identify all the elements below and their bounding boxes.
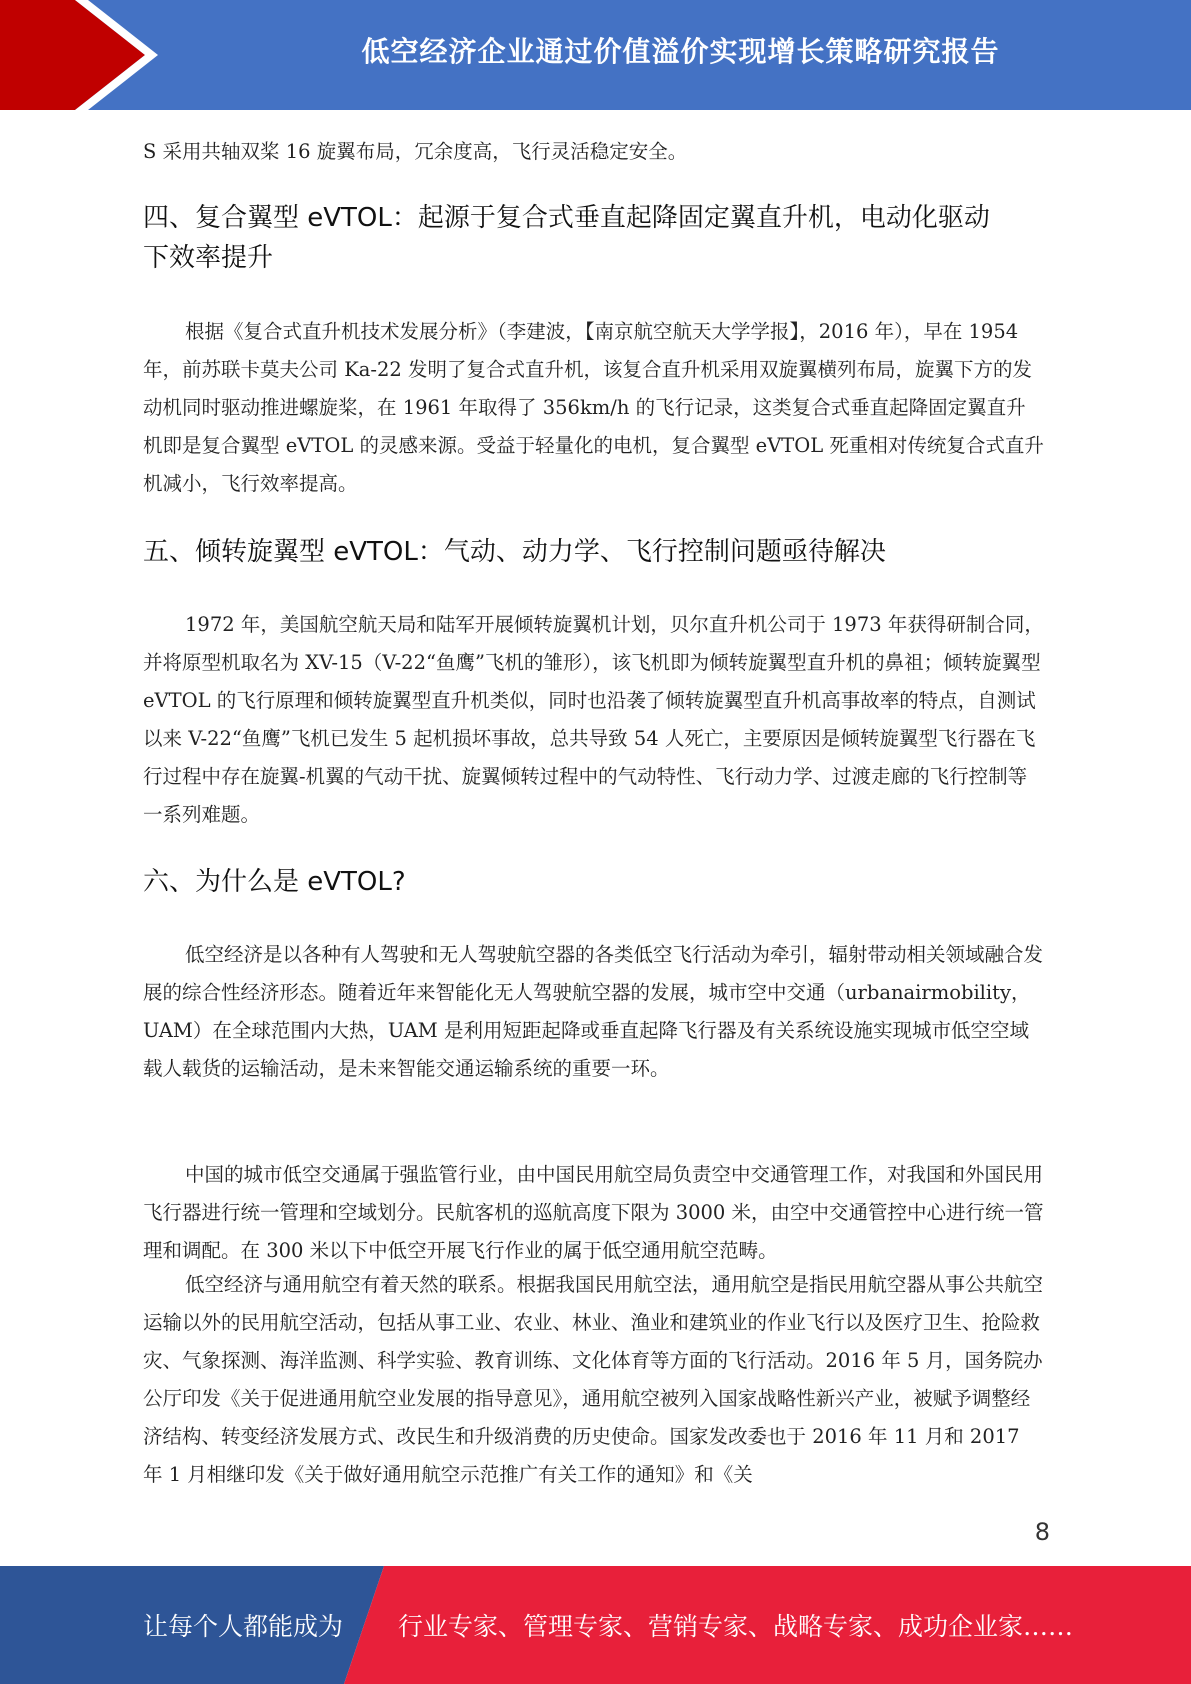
page-number: 8 <box>1034 1518 1050 1546</box>
top-continuation-line: S 采用共轴双桨 16 旋翼布局，冗余度高，飞行灵活稳定安全。 <box>143 140 688 163</box>
header-title: 低空经济企业通过价值溢价实现增长策略研究报告 <box>361 35 1000 68</box>
section6-heading: 六、为什么是 eVTOL? <box>143 867 406 897</box>
section4-heading-line1: 四、复合翼型 eVTOL：起源于复合式垂直起降固定翼直升机，电动化驱动 <box>143 203 990 233</box>
footer-slogan-right: 行业专家、管理专家、营销专家、战略专家、成功企业家…… <box>398 1612 1074 1641</box>
footer-slogan-left: 让每个人都能成为 <box>143 1612 344 1641</box>
section6-paragraph3: 低空经济与通用航空有着天然的联系。根据我国民用航空法，通用航空是指民用航空器从事公共航空运输以外的民用航空活动，包括从事工业、农业、林业、渔业和建筑业的作业飞行以及医疗卫生、抢险救灾、气象探测、海洋监测、科学实验、教育训练、文化体育等方面的飞行活动。2016 年 5 月，国务院办公厅印发《关于促进通用航空业发展的指导意见》，通用航空被列入国家战略性新兴产业，被赋予调整经济结构、转变经济发展方式、改民生和升级消费的历史使命。国家发改委也于 2016 年 11 月和 2017 年 1 月相继印发《关于做好通用航空示范推广有关工作的通知》和《关 <box>143 1273 1044 1486</box>
section4-heading-line2: 下效率提升 <box>143 243 274 273</box>
header-arrow-icon <box>0 0 200 110</box>
section6-paragraph2: 中国的城市低空交通属于强监管行业，由中国民用航空局负责空中交通管理工作，对我国和外国民用飞行器进行统一管理和空域划分。民航客机的巡航高度下限为 3000 米，由空中交通管控中心进行统一管理和调配。在 300 米以下中低空开展飞行作业的属于低空通用航空范畴。 <box>143 1163 1044 1262</box>
section5-heading: 五、倾转旋翼型 eVTOL：气动、动力学、飞行控制问题亟待解决 <box>143 537 886 567</box>
page-footer <box>0 1566 1191 1684</box>
header-red-chevron <box>0 0 145 110</box>
section5-paragraph: 1972 年，美国航空航天局和陆军开展倾转旋翼机计划，贝尔直升机公司于 1973 年获得研制合同，并将原型机取名为 XV-15（V-22“鱼鹰”飞机的雏形），该飞机即为倾转旋翼型直升机的鼻祖；倾转旋翼型 eVTOL 的飞行原理和倾转旋翼型直升机类似，同时也沿袭了倾转旋翼型直升机高事故率的特点，自测试以来 V-22“鱼鹰”飞机已发生 5 起机损坏事故，总共导致 54 人死亡，主要原因是倾转旋翼型飞行器在飞行过程中存在旋翼-机翼的气动干扰、旋翼倾转过程中的气动特性、飞行动力学、过渡走廊的飞行控制等一系列难题。 <box>143 613 1044 826</box>
section6-paragraph1: 低空经济是以各种有人驾驶和无人驾驶航空器的各类低空飞行活动为牵引，辐射带动相关领域融合发展的综合性经济形态。随着近年来智能化无人驾驶航空器的发展，城市空中交通（urbanairmobility，UAM）在全球范围内大热，UAM 是利用短距起降或垂直起降飞行器及有关系统设施实现城市低空空域载人载货的运输活动，是未来智能交通运输系统的重要一环。 <box>143 943 1044 1080</box>
section4-paragraph: 根据《复合式直升机技术发展分析》（李建波，【南京航空航天大学学报】，2016 年），早在 1954 年，前苏联卡莫夫公司 Ka-22 发明了复合式直升机，该复合直升机采用双旋翼横列布局，旋翼下方的发动机同时驱动推进螺旋桨，在 1961 年取得了 356km/h 的飞行记录，这类复合式垂直起降固定翼直升机即是复合翼型 eVTOL 的灵感来源。受益于轻量化的电机，复合翼型 eVTOL 死重相对传统复合式直升机减小，飞行效率提高。 <box>143 320 1044 495</box>
page-header <box>0 0 1191 110</box>
